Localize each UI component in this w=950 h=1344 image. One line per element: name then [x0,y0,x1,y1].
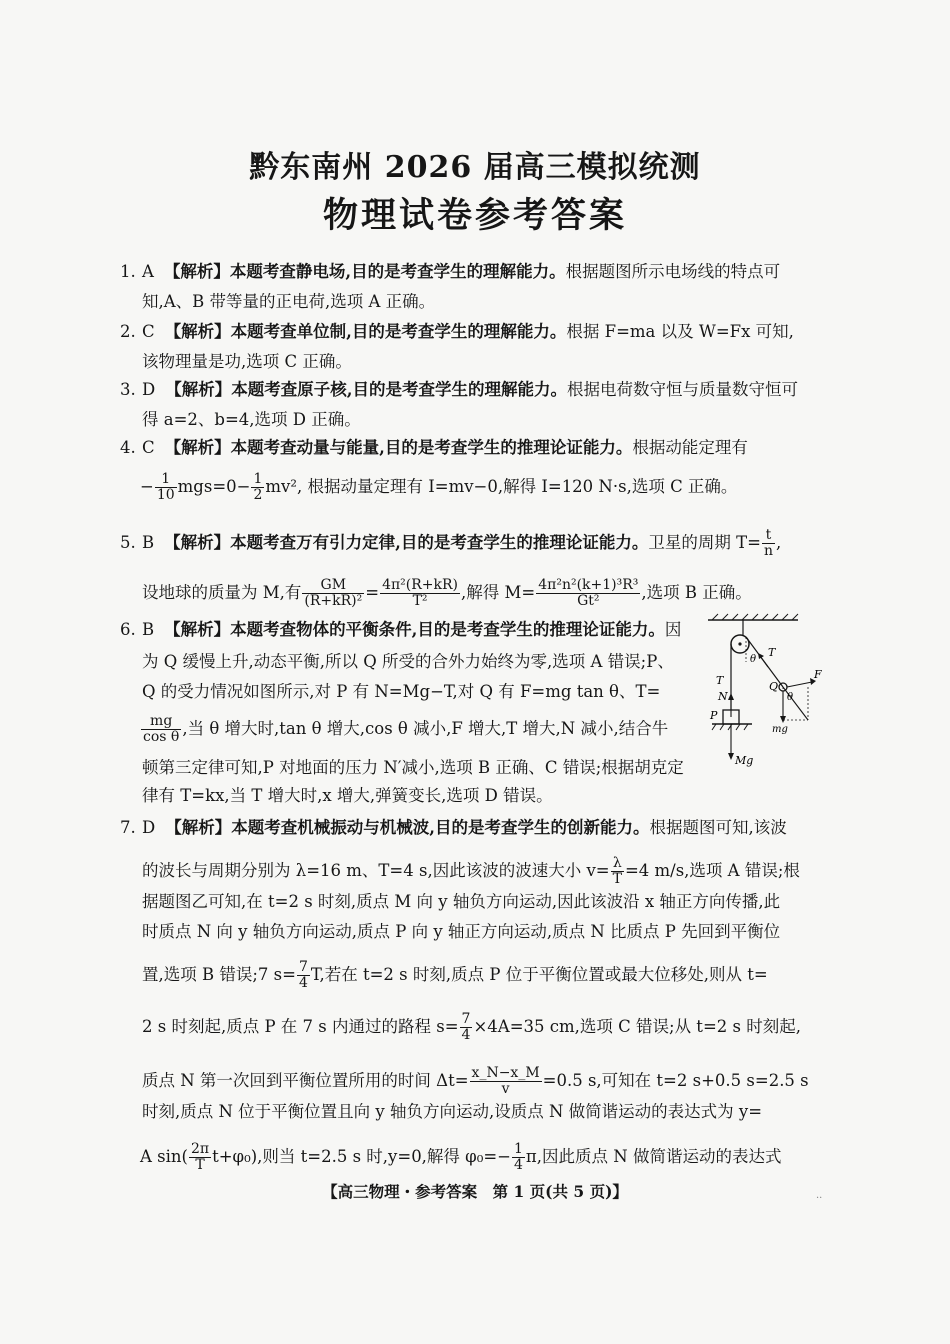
q7-f4-denominator: v [501,1081,510,1097]
q6-line1 [120,620,681,640]
q3-answer: D [142,380,156,399]
q7-line5 [142,960,768,991]
q2-analysis-tag: 【解析】本题考查单位制,目的是考查学生的理解能力。 [164,322,567,341]
q5-line1 [120,528,781,559]
label-t-top: T [768,646,776,659]
q7-fraction-1-4 [512,1142,525,1173]
q7-f6-denominator: 4 [514,1157,523,1173]
q7-fraction-lambda-t [611,856,624,887]
q7-l5-lead: 置,选项 B 错误;7 s= [142,965,296,984]
q7-f6-numerator: 1 [514,1141,523,1157]
q7-f4-numerator: x_N−x_M [471,1065,540,1081]
q7-l7-rest: =0.5 s,可知在 t=2 s+0.5 s=2.5 s [542,1071,809,1090]
page-footer: 【高三物理・参考答案 第 1 页(共 5 页)】 [322,1182,628,1201]
q7-fraction-7-4-a [297,960,310,991]
q7-line9 [140,1142,781,1173]
q7-l6-lead: 2 s 时刻起,质点 P 在 7 s 内通过的路程 s= [142,1017,459,1036]
q6-fraction-mg-cos [141,714,181,745]
weight-mg-arrowhead [780,716,786,723]
q7-analysis-tag: 【解析】本题考查机械振动与机械波,目的是考查学生的创新能力。 [165,818,650,837]
force-f-arrow [787,682,812,687]
q7-f3-denominator: 4 [461,1027,471,1043]
q5-f2-denominator: (R+kR)² [304,593,363,609]
q7-f2-denominator: 4 [298,975,308,991]
q7-fraction-7-4-b [460,1012,473,1043]
q5-fraction-mass [536,578,640,609]
q7-f1-denominator: T [612,871,622,887]
label-q: Q [769,680,779,693]
q2-number: 2. [120,322,136,341]
q4-analysis-tag: 【解析】本题考查动量与能量,目的是考查学生的推理论证能力。 [164,438,633,457]
q5-equals: = [365,583,380,602]
q5-solve: ,解得 M= [461,583,536,602]
q2-answer: C [142,322,155,341]
q5-f4-numerator: 4π²n²(k+1)³R³ [538,577,639,593]
q7-line3: 据题图乙可知,在 t=2 s 时刻,质点 M 向 y 轴负方向运动,因此该波沿 x 轴正方向传播,此 [142,892,781,911]
label-f: F [814,668,822,681]
q7-l2-rest: =4 m/s,选项 A 错误;根 [624,861,800,880]
q3-analysis-tag: 【解析】本题考查原子核,目的是考查学生的理解能力。 [165,380,567,399]
q7-f3-numerator: 7 [461,1011,471,1027]
normal-n-arrowhead [728,693,734,700]
q4-f1-denominator: 10 [156,487,175,503]
q7-l5-rest: T,若在 t=2 s 时刻,质点 P 位于平衡位置或最大位移处,则从 t= [310,965,768,984]
exam-title: 黔东南州 2026 届高三模拟统测 [249,150,701,185]
q7-text: 根据题图可知,该波 [649,818,787,837]
q7-line7 [142,1066,809,1097]
q5-comma: , [776,533,782,552]
label-p: P [710,709,718,722]
q6-number: 6. [120,620,136,639]
q5-answer: B [142,533,155,552]
q2-line1 [120,322,794,342]
q4-eq-part: mgs=0− [177,477,251,496]
q7-l6-rest: ×4A=35 cm,选项 C 错误;从 t=2 s 时刻起, [473,1017,801,1036]
q7-line4: 时质点 N 向 y 轴负方向运动,质点 P 向 y 轴正方向运动,质点 N 比质点 P 先回到平衡位 [142,922,781,941]
q5-f1-denominator: n [763,543,773,559]
q2-line2: 该物理量是功,选项 C 正确。 [142,352,352,371]
q4-eq-rest: mv², 根据动量定理有 I=mv−0,解得 I=120 N·s,选项 C 正确。 [265,477,738,496]
q1-text: 根据题图所示电场线的特点可 [565,262,781,281]
q7-fraction-xn-xm [470,1066,542,1097]
q4-f2-numerator: 1 [253,471,263,487]
ceiling-hatch [712,614,798,620]
label-theta-top: θ [750,654,757,665]
q6-line4-text: ,当 θ 增大时,tan θ 增大,cos θ 减小,F 增大,T 增大,N 减小,结合牛 [182,719,669,738]
ground-hatch [712,724,748,730]
q4-answer: C [142,438,155,457]
q2-text: 根据 F=ma 以及 W=Fx 可知, [566,322,794,341]
q5-line2 [142,578,752,609]
q7-answer: D [142,818,156,837]
q6-line6: 律有 T=kx,当 T 增大时,x 增大,弹簧变长,选项 D 错误。 [142,786,553,805]
label-t-left: T [716,674,724,687]
q7-line2 [142,856,800,887]
q5-fraction-t-n [762,528,775,559]
q1-line2: 知,A、B 带等量的正电荷,选项 A 正确。 [142,292,436,311]
q4-line2 [140,472,737,503]
q6-text: 因 [664,620,682,639]
q5-conclusion: ,选项 B 正确。 [641,583,752,602]
q7-fraction-2pi-t [189,1142,211,1173]
q4-minus: − [140,477,154,496]
q4-line1 [120,438,748,458]
q5-analysis-tag: 【解析】本题考查万有引力定律,目的是考查学生的推理论证能力。 [164,533,649,552]
q5-f2-numerator: GM [302,578,364,594]
pulley-axle [738,642,741,645]
weight-Mg-arrowhead [728,753,734,760]
pulley-force-diagram [698,612,840,782]
q5-number: 5. [120,533,136,552]
document-title: 物理试卷参考答案 [322,195,627,236]
q6-f1-denominator: cos θ [143,729,180,745]
label-mg: mg [772,724,788,735]
q5-fraction-gm [302,578,364,609]
q4-fraction-1-10 [155,472,177,503]
q6-analysis-tag: 【解析】本题考查物体的平衡条件,目的是考查学生的推理论证能力。 [164,620,665,639]
q3-number: 3. [120,380,136,399]
q7-l9-mid: t+φ₀),则当 t=2.5 s 时,y=0,解得 φ₀=− [212,1147,511,1166]
q6-answer: B [142,620,155,639]
q3-text: 根据电荷数守恒与质量数守恒可 [566,380,798,399]
q1-analysis-tag: 【解析】本题考查静电场,目的是考查学生的理解能力。 [163,262,566,281]
q7-f1-numerator: λ [611,856,624,872]
q7-l9-lead: A sin( [140,1147,188,1166]
q5-eq-lead: 设地球的质量为 M,有 [142,583,302,602]
q4-number: 4. [120,438,136,457]
q7-line6 [142,1012,801,1043]
q4-fraction-1-2 [251,472,264,503]
q4-f2-denominator: 2 [253,487,263,503]
q7-f5-denominator: T [195,1157,205,1173]
q6-f1-numerator: mg [141,714,181,730]
q6-line3: Q 的受力情况如图所示,对 P 有 N=Mg−T,对 Q 有 F=mg tan θ、T= [142,682,661,701]
q1-line1 [120,262,780,282]
q6-line2: 为 Q 缓慢上升,动态平衡,所以 Q 所受的合外力始终为零,选项 A 错误;P、 [142,652,674,671]
q4-text: 根据动能定理有 [632,438,748,457]
q3-line1 [120,380,798,400]
q7-f5-numerator: 2π [190,1141,210,1157]
q5-f4-denominator: Gt² [577,593,600,609]
q7-l2-lead: 的波长与周期分别为 λ=16 m、T=4 s,因此该波的波速大小 v= [142,861,610,880]
label-theta-q: θ [787,692,794,703]
q3-line2: 得 a=2、b=4,选项 D 正确。 [142,410,361,429]
q4-f1-numerator: 1 [155,472,177,488]
q6-line5: 顿第三定律可知,P 对地面的压力 N′减小,选项 B 正确、C 错误;根据胡克定 [142,758,684,777]
q7-l9-rest: π,因此质点 N 做简谐运动的表达式 [525,1147,782,1166]
label-n: N [718,690,728,703]
q5-f3-denominator: T² [412,593,428,609]
q7-line1 [120,818,787,838]
q7-f2-numerator: 7 [298,959,308,975]
q5-text: 卫星的周期 T= [648,533,761,552]
q1-answer: A [142,262,154,281]
q6-line4 [140,714,668,745]
q5-fraction-4pi2 [380,578,460,609]
label-Mg: Mg [735,754,754,767]
q5-f1-numerator: t [762,528,775,544]
q7-line8: 时刻,质点 N 位于平衡位置且向 y 轴负方向运动,设质点 N 做简谐运动的表达式为 y= [142,1102,763,1121]
q1-number: 1. [120,262,136,281]
q5-f3-numerator: 4π²(R+kR) [382,577,459,593]
q7-number: 7. [120,818,136,837]
corner-mark: ·· [816,1193,823,1204]
q7-l7-lead: 质点 N 第一次回到平衡位置所用的时间 Δt= [142,1071,469,1090]
